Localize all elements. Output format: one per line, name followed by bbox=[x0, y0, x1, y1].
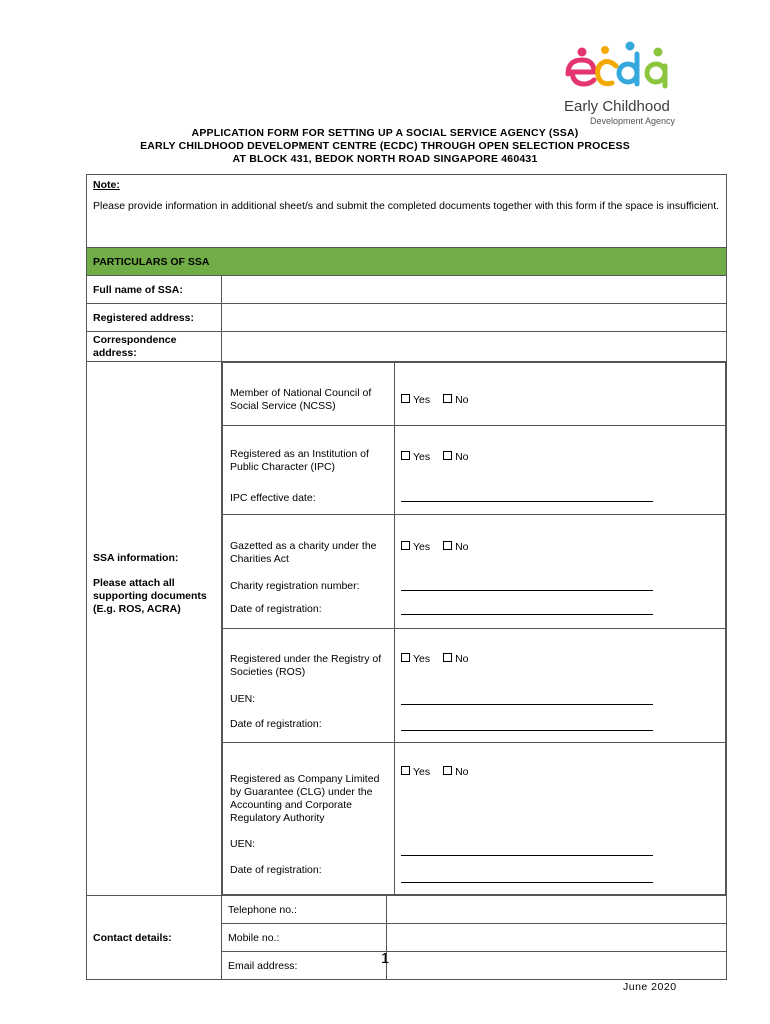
full-name-label: Full name of SSA: bbox=[87, 276, 222, 304]
charity-answer bbox=[395, 515, 726, 629]
checkbox-icon bbox=[401, 451, 410, 460]
checkbox-icon bbox=[401, 766, 410, 775]
ros-answer bbox=[395, 629, 726, 743]
note-heading: Note: bbox=[93, 179, 120, 191]
checkbox-icon bbox=[443, 451, 452, 460]
form-title bbox=[0, 127, 770, 166]
ros-uen-label: UEN: bbox=[230, 692, 256, 705]
checkbox-icon bbox=[443, 653, 452, 662]
correspondence-address-label: Correspondence address: bbox=[87, 332, 222, 362]
telephone-field[interactable] bbox=[387, 896, 727, 924]
clg-yes-checkbox[interactable]: Yes bbox=[401, 766, 430, 778]
ros-no-checkbox[interactable]: No bbox=[443, 653, 468, 665]
ssa-info-subtable bbox=[222, 362, 726, 895]
ecda-logo bbox=[560, 40, 685, 128]
ssa-info-details bbox=[222, 362, 727, 896]
document-date: June 2020 bbox=[623, 981, 677, 993]
contact-details-label: Contact details: bbox=[87, 896, 222, 980]
note-cell bbox=[87, 175, 727, 248]
mobile-label: Mobile no.: bbox=[222, 924, 387, 952]
charity-question-cell bbox=[223, 515, 395, 629]
ipc-date-label: IPC effective date: bbox=[230, 491, 316, 504]
clg-uen-field[interactable] bbox=[401, 845, 653, 856]
registered-address-label: Registered address: bbox=[87, 304, 222, 332]
clg-question: Registered as Company Limited by Guarantee (CLG) under the Accounting and Corporate Regulatory Authority bbox=[230, 772, 380, 824]
ncss-yes-checkbox[interactable]: Yes bbox=[401, 394, 430, 406]
full-name-field[interactable] bbox=[222, 276, 727, 304]
ros-uen-field[interactable] bbox=[401, 694, 653, 705]
ipc-question: Registered as an Institution of Public Character (IPC) bbox=[230, 447, 369, 473]
clg-date-label: Date of registration: bbox=[230, 863, 322, 876]
registered-address-field[interactable] bbox=[222, 304, 727, 332]
page-number: 1 bbox=[380, 950, 390, 967]
clg-question-cell bbox=[223, 743, 395, 895]
charity-date-label: Date of registration: bbox=[230, 602, 322, 615]
ncss-question: Member of National Council of Social Service (NCSS) bbox=[223, 363, 395, 426]
title-line-1: APPLICATION FORM FOR SETTING UP A SOCIAL SERVICE AGENCY (SSA) bbox=[191, 127, 579, 139]
charity-yes-checkbox[interactable]: Yes bbox=[401, 541, 430, 553]
email-label: Email address: bbox=[222, 952, 387, 980]
correspondence-address-field[interactable] bbox=[222, 332, 727, 362]
ipc-no-checkbox[interactable]: No bbox=[443, 451, 468, 463]
ssa-info-label-cell bbox=[87, 362, 222, 896]
ros-date-field[interactable] bbox=[401, 720, 653, 731]
ncss-no-checkbox[interactable]: No bbox=[443, 394, 468, 406]
ecda-logo-mark bbox=[560, 40, 685, 98]
logo-subtagline: Development Agency bbox=[590, 116, 676, 126]
clg-answer bbox=[395, 743, 726, 895]
checkbox-icon bbox=[443, 541, 452, 550]
ipc-date-field[interactable] bbox=[401, 491, 653, 502]
checkbox-icon bbox=[443, 394, 452, 403]
checkbox-icon bbox=[401, 653, 410, 662]
note-text: Please provide information in additional sheet/s and submit the completed documents together with this form if the space is insufficient. bbox=[93, 200, 720, 212]
ipc-question-cell bbox=[223, 426, 395, 515]
ipc-yes-checkbox[interactable]: Yes bbox=[401, 451, 430, 463]
ros-yes-checkbox[interactable]: Yes bbox=[401, 653, 430, 665]
mobile-field[interactable] bbox=[387, 924, 727, 952]
charity-question: Gazetted as a charity under the Charities Act bbox=[230, 539, 377, 565]
checkbox-icon bbox=[401, 394, 410, 403]
ipc-answer bbox=[395, 426, 726, 515]
checkbox-icon bbox=[401, 541, 410, 550]
application-form-table bbox=[86, 174, 727, 980]
ros-question: Registered under the Registry of Societies (ROS) bbox=[230, 652, 382, 678]
ncss-answer bbox=[395, 363, 726, 426]
section-heading: PARTICULARS OF SSA bbox=[87, 248, 727, 276]
ros-date-label: Date of registration: bbox=[230, 717, 322, 730]
title-line-3: AT BLOCK 431, BEDOK NORTH ROAD SINGAPORE 460431 bbox=[232, 153, 538, 165]
charity-number-field[interactable] bbox=[401, 580, 653, 591]
charity-no-checkbox[interactable]: No bbox=[443, 541, 468, 553]
clg-date-field[interactable] bbox=[401, 872, 653, 883]
ros-question-cell bbox=[223, 629, 395, 743]
checkbox-icon bbox=[443, 766, 452, 775]
ssa-info-instruction: Please attach all supporting documents (E.g. ROS, ACRA) bbox=[93, 577, 207, 615]
logo-tagline: Early Childhood bbox=[564, 98, 670, 115]
charity-number-label: Charity registration number: bbox=[230, 579, 360, 592]
clg-uen-label: UEN: bbox=[230, 837, 256, 850]
ssa-info-label: SSA information: bbox=[93, 552, 179, 564]
clg-no-checkbox[interactable]: No bbox=[443, 766, 468, 778]
title-line-2: EARLY CHILDHOOD DEVELOPMENT CENTRE (ECDC) THROUGH OPEN SELECTION PROCESS bbox=[140, 140, 630, 152]
charity-date-field[interactable] bbox=[401, 604, 653, 615]
telephone-label: Telephone no.: bbox=[222, 896, 387, 924]
